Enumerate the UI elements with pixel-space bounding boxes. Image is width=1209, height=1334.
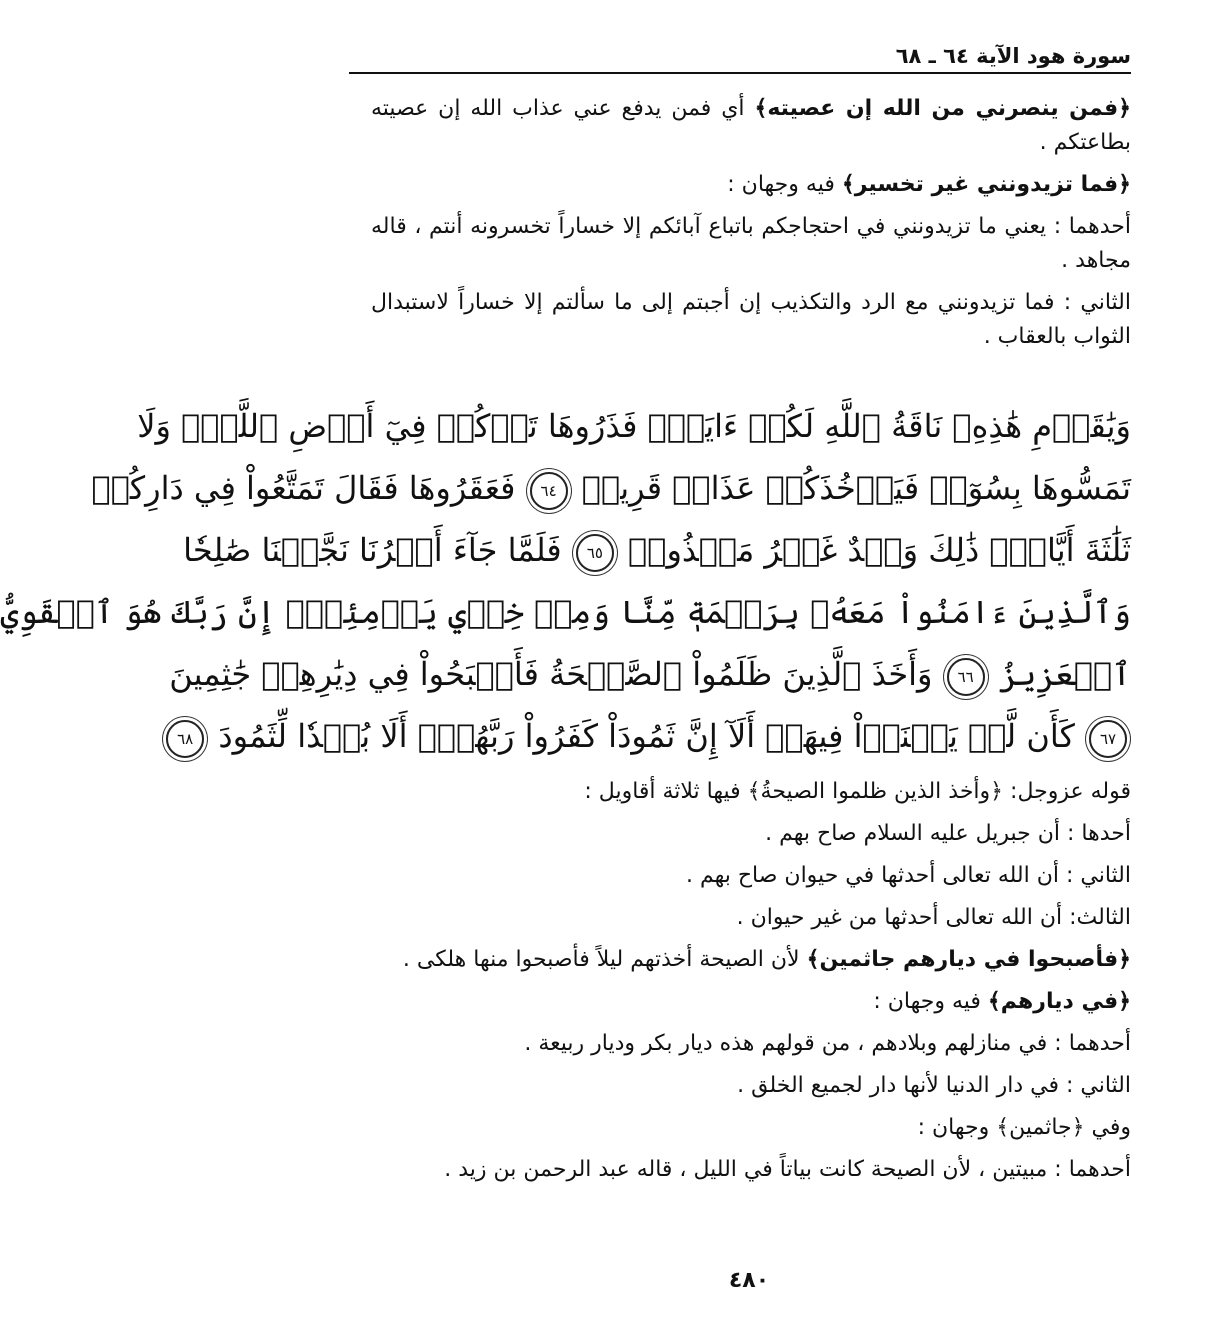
quran-text: كَأَن لَّمۡ يَغۡنَوۡاْ فِيهَآۗ أَلَآ إِنَّ ثَمُودَاْ كَفَرُواْ رَبَّهُمۡۗ أَلَا بُعۡدٗا لِّثَمُودَ [218, 717, 1075, 755]
paragraph-text: قوله عزوجل: ﴿وأخذ الذين ظلموا الصيحةُ﴾ فيها ثلاثة أقاويل : [584, 779, 1131, 804]
ayah-number-marker: ٦٦ [947, 658, 985, 696]
quran-text: فَلَمَّا جَآءَ أَمۡرُنَا نَجَّيۡنَا صَٰلِحٗا [183, 531, 562, 569]
paragraph [371, 859, 1131, 893]
quran-line [169, 643, 1131, 705]
bottom-commentary [371, 775, 1131, 1195]
paragraph [371, 901, 1131, 935]
ayah-number-marker: ٦٥ [576, 534, 614, 572]
paragraph-text: الثاني : فما تزيدونني مع الرد والتكذيب إن أجبتم إلى ما سألتم إلا خساراً لاستبدال الثواب بالعقاب . [371, 290, 1131, 349]
paragraph [371, 1069, 1131, 1103]
quran-text: ثَلَٰثَةَ أَيَّامٖۖ ذَٰلِكَ وَعۡدٌ غَيۡرُ مَكۡذُوبٖ [628, 531, 1131, 569]
paragraph-text: وفي ﴿جاثمين﴾ وجهان : [917, 1115, 1131, 1140]
paragraph-text: فيه وجهان : [727, 172, 842, 197]
quran-text: تَمَسُّوهَا بِسُوٓءٖ فَيَأۡخُذَكُمۡ عَذَابٞ قَرِيبٞ [581, 469, 1131, 507]
paragraph-text: أحدهما : في منازلهم وبلادهم ، من قولهم هذه ديار بكر وديار ربيعة . [524, 1031, 1131, 1056]
paragraph [371, 1111, 1131, 1145]
paragraph-text: أحدهما : يعني ما تزيدونني في احتجاجكم باتباع آبائكم إلا خساراً تخسرونه أنتم ، قاله مجاهد . [371, 214, 1131, 273]
quran-text: وَيَٰقَوۡمِ هَٰذِهِۦ نَاقَةُ ٱللَّهِ لَكُمۡ ءَايَةٗۖ فَذَرُوهَا تَأۡكُلۡ فِيٓ أَرۡضِ ٱللَّهِۖ وَلَا [137, 407, 1131, 445]
paragraph [371, 985, 1131, 1019]
quran-text: وَٱلَّذِينَ ءَامَنُواْ مَعَهُۥ بِرَحۡمَةٖ مِّنَّا وَمِنۡ خِزۡيِ يَوۡمِئِذٍۚ إِنَّ رَبَّكَ هُوَ ٱلۡقَوِيُّ [0, 593, 1131, 631]
paragraph-text: الثاني : أن الله تعالى أحدثها في حيوان صاح بهم . [685, 863, 1131, 888]
quran-text: وَأَخَذَ ٱلَّذِينَ ظَلَمُواْ ٱلصَّيۡحَةُ فَأَصۡبَحُواْ فِي دِيَٰرِهِمۡ جَٰثِمِينَ [169, 655, 933, 693]
quran-line [183, 519, 1131, 581]
paragraph-text: الثاني : في دار الدنيا لأنها دار لجميع الخلق . [737, 1073, 1131, 1098]
paragraph-text: أي فمن يدفع عني عذاب الله إن عصيته بطاعتكم . [371, 96, 1131, 155]
paragraph [371, 286, 1131, 354]
quran-verses [0, 395, 1131, 767]
paragraph-text: أحدها : أن جبريل عليه السلام صاح بهم . [765, 821, 1131, 846]
verse-quote: ﴿فمن ينصرني من الله إن عصيته﴾ [754, 96, 1131, 121]
paragraph-text: أحدهما : مبيتين ، لأن الصيحة كانت بياتاً في الليل ، قاله عبد الرحمن بن زيد . [444, 1157, 1131, 1182]
quran-line [0, 581, 1131, 643]
quran-line [177, 705, 1131, 767]
paragraph [371, 168, 1131, 202]
ayah-number-marker: ٦٨ [166, 720, 204, 758]
paragraph-text: فيه وجهان : [873, 989, 988, 1014]
paragraph [371, 92, 1131, 160]
paragraph-text: لأن الصيحة أخذتهم ليلاً فأصبحوا منها هلكى . [402, 947, 807, 972]
paragraph [371, 1153, 1131, 1187]
running-title: سورة هود الآية ٦٤ ـ ٦٨ [895, 44, 1131, 68]
paragraph [371, 943, 1131, 977]
top-commentary [371, 92, 1131, 362]
page-header [349, 40, 1131, 74]
paragraph-text: الثالث: أن الله تعالى أحدثها من غير حيوان . [736, 905, 1131, 930]
ayah-number-marker: ٦٧ [1089, 720, 1127, 758]
quran-text: فَعَقَرُوهَا فَقَالَ تَمَتَّعُواْ فِي دَارِكُمۡ [91, 469, 516, 507]
paragraph [371, 775, 1131, 809]
paragraph [371, 1027, 1131, 1061]
quran-text: ٱلۡعَزِيزُ [998, 655, 1131, 693]
quran-line [91, 457, 1131, 519]
paragraph [371, 817, 1131, 851]
paragraph [371, 210, 1131, 278]
verse-quote: ﴿فما تزيدونني غير تخسير﴾ [841, 172, 1131, 197]
ayah-number-marker: ٦٤ [530, 472, 568, 510]
verse-quote: ﴿فأصبحوا في ديارهم جاثمين﴾ [806, 947, 1131, 972]
page-number: ٤٨٠ [728, 1268, 770, 1293]
verse-quote: ﴿في ديارهم﴾ [987, 989, 1131, 1014]
quran-line [137, 395, 1131, 457]
